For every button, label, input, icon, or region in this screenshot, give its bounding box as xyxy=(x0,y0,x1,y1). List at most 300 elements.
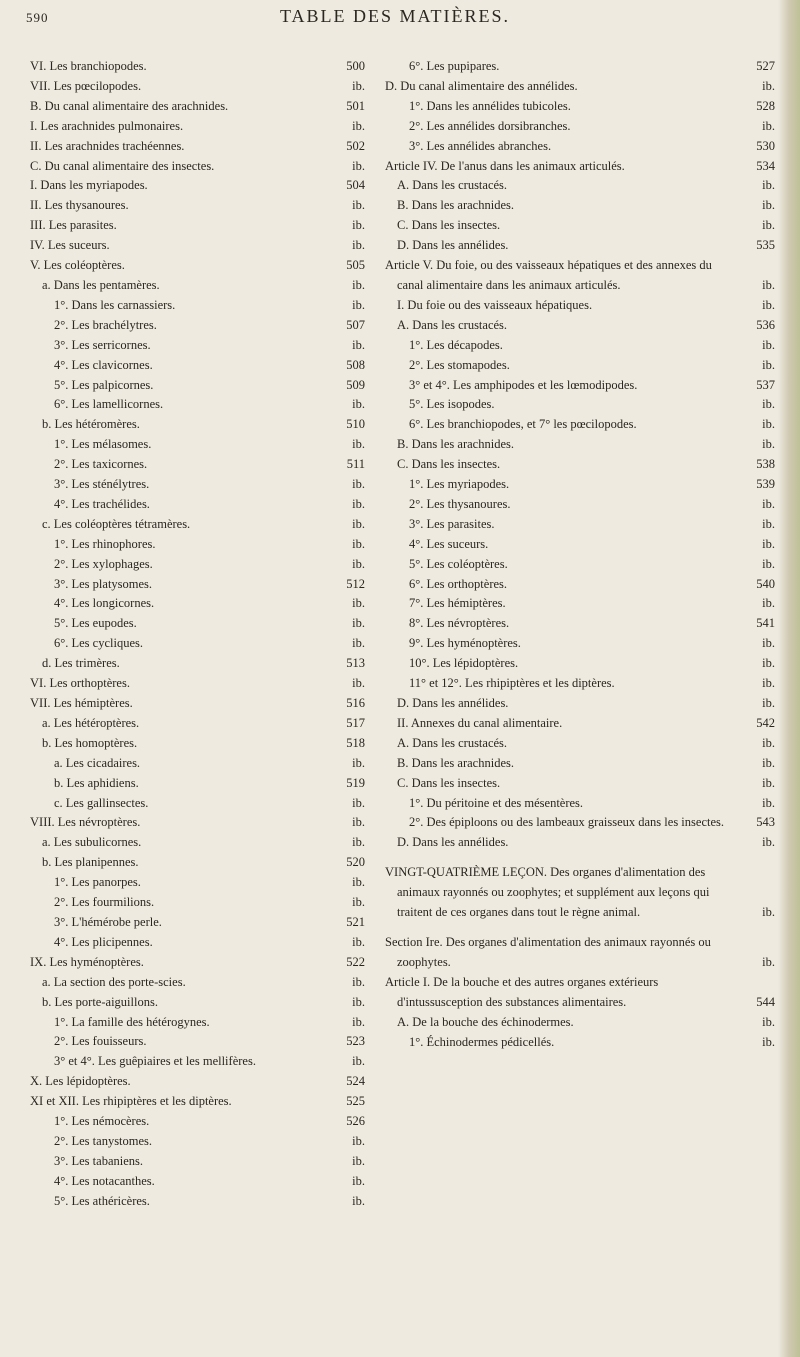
toc-entry xyxy=(30,913,365,933)
page-header xyxy=(0,6,790,34)
toc-entry-title: I. Dans les myriapodes. xyxy=(30,178,148,193)
toc-entry-page: 501 xyxy=(346,98,365,113)
toc-entry-page: 518 xyxy=(346,735,365,750)
toc-entry-page: 536 xyxy=(756,317,775,332)
toc-entry-page: 509 xyxy=(346,377,365,392)
toc-entry-title: V. Les coléoptères. xyxy=(30,258,125,273)
toc-entry xyxy=(30,176,365,196)
toc-entry-page: ib. xyxy=(352,516,365,531)
toc-entry-title: 2°. Les fourmilions. xyxy=(54,895,155,910)
toc-entry-title: 2°. Les taxicornes. xyxy=(54,457,148,472)
toc-entry-title: a. Les subulicornes. xyxy=(42,835,142,850)
toc-entry-title: Article IV. De l'anus dans les animaux articulés. xyxy=(385,158,625,173)
toc-entry xyxy=(30,1092,365,1112)
toc-entry-title: 4°. Les longicornes. xyxy=(54,596,155,611)
toc-entry-page: ib. xyxy=(762,277,775,292)
toc-entry-page: ib. xyxy=(762,536,775,551)
toc-entry-title: 1°. Les myriapodes. xyxy=(409,477,510,492)
toc-entry xyxy=(30,614,365,634)
toc-entry-page: ib. xyxy=(762,218,775,233)
toc-entry-page: 541 xyxy=(756,616,775,631)
toc-entry-title: 3°. Les platysomes. xyxy=(54,576,153,591)
toc-entry-page: ib. xyxy=(352,974,365,989)
toc-entry xyxy=(30,1072,365,1092)
toc-entry-page: ib. xyxy=(352,277,365,292)
toc-entry xyxy=(385,833,775,853)
toc-entry-page: ib. xyxy=(762,676,775,691)
toc-entry xyxy=(30,137,365,157)
toc-entry-page: ib. xyxy=(762,297,775,312)
toc-entry-page: ib. xyxy=(762,795,775,810)
toc-entry xyxy=(385,117,775,137)
toc-entry-page: 504 xyxy=(346,178,365,193)
toc-entry xyxy=(30,236,365,256)
section-gap xyxy=(385,853,775,863)
toc-entry-page: 524 xyxy=(346,1074,365,1089)
toc-entry-page: ib. xyxy=(762,198,775,213)
toc-entry-title: 8°. Les névroptères. xyxy=(409,616,510,631)
toc-entry-page: 511 xyxy=(346,457,365,472)
section-gap xyxy=(385,923,775,933)
toc-entry xyxy=(385,475,775,495)
toc-entry-title: 3°. L'hémérobe perle. xyxy=(54,914,162,929)
toc-entry xyxy=(30,356,365,376)
toc-entry xyxy=(385,674,775,694)
toc-entry-page: 522 xyxy=(346,954,365,969)
toc-entry xyxy=(30,794,365,814)
toc-entry-page: ib. xyxy=(352,934,365,949)
toc-entry xyxy=(30,774,365,794)
toc-entry-title: 1°. Les rhinophores. xyxy=(54,536,156,551)
toc-entry-title: II. Les arachnides trachéennes. xyxy=(30,138,185,153)
toc-entry-title: A. Dans les crustacés. xyxy=(397,317,508,332)
toc-entry-page: ib. xyxy=(762,1014,775,1029)
toc-entry-title: 1°. Du péritoine et des mésentères. xyxy=(409,795,584,810)
toc-entry xyxy=(30,714,365,734)
toc-entry-title: D. Dans les annélides. xyxy=(397,696,509,710)
toc-entry xyxy=(30,435,365,455)
toc-entry xyxy=(385,376,775,396)
toc-entry xyxy=(30,893,365,913)
toc-entry-title: a. Dans les pentamères. xyxy=(42,277,160,292)
toc-entry-page: ib. xyxy=(352,1054,365,1069)
toc-entry-page: ib. xyxy=(762,696,775,710)
toc-entry xyxy=(30,694,365,714)
toc-entry xyxy=(385,634,775,654)
toc-entry xyxy=(30,933,365,953)
toc-entry xyxy=(30,973,365,993)
toc-entry xyxy=(30,77,365,97)
toc-entry-page: ib. xyxy=(352,496,365,511)
toc-entry-page: ib. xyxy=(352,1014,365,1029)
toc-entry-title: B. Dans les arachnides. xyxy=(397,437,514,452)
toc-entry-title: b. Les planipennes. xyxy=(42,855,139,870)
toc-entry xyxy=(30,1132,365,1152)
toc-entry-title: VIII. Les névroptères. xyxy=(30,815,141,830)
toc-entry-title: C. Du canal alimentaire des insectes. xyxy=(30,158,215,173)
toc-entry xyxy=(30,634,365,654)
toc-entry-title: IV. Les suceurs. xyxy=(30,238,110,253)
toc-entry-title: 3° et 4°. Les amphipodes et les lœmodipodes. xyxy=(409,377,638,392)
toc-entry-page: ib. xyxy=(762,397,775,412)
toc-entry xyxy=(385,794,775,814)
toc-entry-page: ib. xyxy=(762,636,775,651)
toc-entry xyxy=(30,475,365,495)
toc-entry xyxy=(385,455,775,475)
toc-entry xyxy=(30,555,365,575)
toc-entry-page: 537 xyxy=(756,377,775,392)
toc-entry xyxy=(30,993,365,1013)
toc-entry-title: D. Dans les annélides. xyxy=(397,238,509,253)
toc-entry xyxy=(30,734,365,754)
toc-entry xyxy=(385,734,775,754)
toc-entry-title: 3°. Les tabaniens. xyxy=(54,1153,144,1168)
toc-entry-title: C. Dans les insectes. xyxy=(397,218,501,233)
toc-entry xyxy=(30,455,365,475)
toc-entry-title: 2°. Les xylophages. xyxy=(54,556,153,571)
toc-entry-page: 530 xyxy=(756,138,775,153)
toc-entry-title: 5°. Les palpicornes. xyxy=(54,377,154,392)
toc-entry-page: ib. xyxy=(762,775,775,790)
toc-entry-page: 528 xyxy=(756,98,775,113)
toc-entry xyxy=(30,833,365,853)
toc-entry xyxy=(30,376,365,396)
toc-entry-page: 502 xyxy=(346,138,365,153)
toc-entry xyxy=(385,614,775,634)
toc-entry-title: A. Dans les crustacés. xyxy=(397,735,508,750)
toc-entry-page: 500 xyxy=(346,59,365,73)
toc-entry-page: 527 xyxy=(756,59,775,73)
toc-entry-title: 5°. Les athéricères. xyxy=(54,1193,150,1208)
toc-entry xyxy=(30,853,365,873)
toc-entry xyxy=(385,754,775,774)
toc-entry-page: 543 xyxy=(756,815,775,830)
toc-entry-title: B. Du canal alimentaire des arachnides. xyxy=(30,98,229,113)
toc-entry-title: 7°. Les hémiptères. xyxy=(409,596,506,611)
toc-entry-title: 2°. Les fouisseurs. xyxy=(54,1034,147,1049)
toc-entry xyxy=(385,395,775,415)
toc-entry-page: ib. xyxy=(352,477,365,492)
toc-entry-page: ib. xyxy=(352,437,365,452)
toc-entry xyxy=(385,296,775,316)
toc-entry-title: II. Les thysanoures. xyxy=(30,198,129,213)
toc-entry-title: 5°. Les isopodes. xyxy=(409,397,495,412)
toc-entry xyxy=(385,216,775,236)
toc-entry-page: ib. xyxy=(352,238,365,253)
toc-entry-title: 1°. Les mélasomes. xyxy=(54,437,152,452)
toc-entry-title: 6°. Les pupipares. xyxy=(409,59,500,73)
toc-entry-page: ib. xyxy=(762,437,775,452)
toc-entry xyxy=(385,654,775,674)
toc-entry-page: 534 xyxy=(756,158,775,173)
toc-entry-page: ib. xyxy=(352,795,365,810)
toc-entry-title: 1°. Dans les carnassiers. xyxy=(54,297,176,312)
toc-entry xyxy=(30,535,365,555)
toc-entry-page: ib. xyxy=(762,905,775,920)
toc-entry xyxy=(30,515,365,535)
toc-entry-title: 2°. Les annélides dorsibranches. xyxy=(409,118,571,133)
toc-entry-page: 507 xyxy=(346,317,365,332)
toc-entry-title: 1°. Échinodermes pédicellés. xyxy=(409,1034,555,1049)
toc-entry-page: 526 xyxy=(346,1114,365,1129)
toc-entry-title: B. Dans les arachnides. xyxy=(397,755,514,770)
toc-entry-title: 1°. Dans les annélides tubicoles. xyxy=(409,98,571,113)
toc-entry xyxy=(385,435,775,455)
toc-entry-title: Article I. De la bouche et des autres organes extérieurs d'intussusception des substances alimentaires. xyxy=(385,974,659,1009)
toc-entry xyxy=(30,395,365,415)
toc-entry-page: ib. xyxy=(762,735,775,750)
toc-entry-page: 513 xyxy=(346,656,365,671)
toc-entry-page: ib. xyxy=(762,596,775,611)
toc-entry xyxy=(385,933,775,973)
toc-entry-page: ib. xyxy=(352,875,365,890)
toc-entry-page: ib. xyxy=(352,397,365,412)
toc-entry-title: a. Les cicadaires. xyxy=(54,755,141,770)
toc-entry-title: 11° et 12°. Les rhipiptères et les diptères. xyxy=(409,676,615,691)
toc-entry xyxy=(385,714,775,734)
toc-entry-title: 10°. Les lépidoptères. xyxy=(409,656,519,671)
toc-entry xyxy=(30,495,365,515)
toc-entry-page: 540 xyxy=(756,576,775,591)
toc-entry xyxy=(30,57,365,77)
toc-entry-title: VINGT-QUATRIÈME LEÇON. Des organes d'alimentation des animaux rayonnés ou zoophytes; et supplément aux leçons qui traitent de ces organes dans tout le règne animal. xyxy=(385,865,710,920)
toc-entry-page: ib. xyxy=(762,556,775,571)
toc-entry-title: VII. Les pœcilopodes. xyxy=(30,78,142,93)
toc-entry-title: 4°. Les suceurs. xyxy=(409,536,489,551)
toc-entry-page: 523 xyxy=(346,1034,365,1049)
toc-entry-page: ib. xyxy=(352,596,365,611)
toc-entry xyxy=(30,216,365,236)
toc-entry-page: 510 xyxy=(346,417,365,432)
toc-entry xyxy=(385,356,775,376)
toc-entry xyxy=(385,57,775,77)
toc-entry xyxy=(385,316,775,336)
toc-entry-page: ib. xyxy=(762,755,775,770)
toc-entry-title: d. Les trimères. xyxy=(42,656,120,671)
toc-entry-page: 525 xyxy=(346,1094,365,1109)
toc-entry-title: C. Dans les insectes. xyxy=(397,457,501,472)
toc-entry-title: 6°. Les orthoptères. xyxy=(409,576,508,591)
toc-entry xyxy=(30,813,365,833)
toc-entry xyxy=(385,336,775,356)
right-column xyxy=(385,57,775,1052)
toc-entry xyxy=(385,256,775,296)
toc-entry xyxy=(30,117,365,137)
page-binding-edge xyxy=(778,0,800,1357)
toc-entry-page: ib. xyxy=(352,556,365,571)
toc-entry-page: ib. xyxy=(352,1173,365,1188)
toc-entry xyxy=(385,515,775,535)
toc-entry-page: 508 xyxy=(346,357,365,372)
toc-entry-page: ib. xyxy=(352,895,365,910)
toc-entry-title: 2°. Les tanystomes. xyxy=(54,1133,153,1148)
toc-entry-title: a. Les hétéroptères. xyxy=(42,715,140,730)
toc-entry-title: A. De la bouche des échinodermes. xyxy=(397,1014,574,1029)
toc-entry-title: 6°. Les lamellicornes. xyxy=(54,397,164,412)
toc-entry-title: XI et XII. Les rhipiptères et les diptères. xyxy=(30,1094,232,1109)
toc-entry-page: 542 xyxy=(756,715,775,730)
toc-entry-page: ib. xyxy=(352,118,365,133)
toc-entry xyxy=(385,813,775,833)
toc-entry-title: VI. Les branchiopodes. xyxy=(30,59,147,73)
toc-entry-title: 6°. Les cycliques. xyxy=(54,636,144,651)
toc-entry xyxy=(30,316,365,336)
toc-entry-title: b. Les homoptères. xyxy=(42,735,138,750)
toc-entry xyxy=(30,575,365,595)
toc-entry xyxy=(385,594,775,614)
toc-entry xyxy=(30,336,365,356)
toc-entry xyxy=(30,1112,365,1132)
toc-entry-page: ib. xyxy=(352,994,365,1009)
toc-entry xyxy=(385,973,775,1013)
toc-entry xyxy=(30,754,365,774)
toc-entry xyxy=(30,674,365,694)
toc-entry xyxy=(385,97,775,117)
toc-entry-title: b. Les hétéromères. xyxy=(42,417,140,432)
toc-entry-page: ib. xyxy=(352,337,365,352)
toc-entry xyxy=(385,196,775,216)
toc-entry-title: a. La section des porte-scies. xyxy=(42,974,186,989)
toc-entry xyxy=(385,137,775,157)
toc-entry-title: 4°. Les trachélides. xyxy=(54,496,150,511)
toc-entry xyxy=(30,953,365,973)
toc-entry xyxy=(30,415,365,435)
toc-entry-title: VI. Les orthoptères. xyxy=(30,676,130,691)
toc-entry-page: ib. xyxy=(352,815,365,830)
toc-entry-page: ib. xyxy=(762,496,775,511)
toc-entry-page: ib. xyxy=(762,178,775,193)
toc-entry-title: III. Les parasites. xyxy=(30,218,117,233)
toc-entry-title: 5°. Les eupodes. xyxy=(54,616,137,631)
toc-entry-page: ib. xyxy=(352,636,365,651)
toc-entry-title: 6°. Les branchiopodes, et 7° les pœcilopodes. xyxy=(409,417,637,432)
toc-entry-title: 3° et 4°. Les guêpiaires et les mellifères. xyxy=(54,1054,256,1069)
toc-entry xyxy=(30,594,365,614)
toc-entry xyxy=(385,495,775,515)
toc-entry-page: ib. xyxy=(352,676,365,691)
toc-entry xyxy=(30,1052,365,1072)
toc-entry-page: ib. xyxy=(762,357,775,372)
toc-entry-title: II. Annexes du canal alimentaire. xyxy=(397,715,563,730)
toc-entry-title: 1°. Les décapodes. xyxy=(409,337,503,352)
toc-entry-page: ib. xyxy=(762,835,775,850)
toc-entry-title: B. Dans les arachnides. xyxy=(397,198,514,213)
toc-entry xyxy=(385,236,775,256)
toc-entry-title: 2°. Les stomapodes. xyxy=(409,357,510,372)
toc-entry-title: 3°. Les annélides abranches. xyxy=(409,138,552,153)
toc-entry xyxy=(385,694,775,714)
toc-entry xyxy=(385,555,775,575)
toc-entry-title: 1°. Les panorpes. xyxy=(54,875,141,890)
toc-entry-title: IX. Les hyménoptères. xyxy=(30,954,144,969)
toc-entry xyxy=(30,196,365,216)
toc-entry-page: ib. xyxy=(352,218,365,233)
running-title: TABLE DES MATIÈRES. xyxy=(279,6,511,26)
toc-entry xyxy=(30,1152,365,1172)
toc-entry-page: 535 xyxy=(756,238,775,253)
toc-entry xyxy=(30,157,365,177)
toc-entry-page: 517 xyxy=(346,715,365,730)
toc-entry-page: ib. xyxy=(352,1153,365,1168)
toc-entry-title: 3°. Les sténélytres. xyxy=(54,477,150,492)
toc-entry-page: 519 xyxy=(346,775,365,790)
toc-entry xyxy=(30,296,365,316)
toc-entry-title: 2°. Des épiploons ou des lambeaux graisseux dans les insectes. xyxy=(409,815,725,830)
toc-entry-title: 4°. Les clavicornes. xyxy=(54,357,153,372)
toc-entry-page: ib. xyxy=(762,78,775,93)
toc-entry-page: ib. xyxy=(352,78,365,93)
toc-entry-page: ib. xyxy=(352,1133,365,1148)
toc-entry xyxy=(30,256,365,276)
toc-entry xyxy=(30,97,365,117)
toc-entry xyxy=(385,863,775,923)
toc-entry-page: 516 xyxy=(346,696,365,710)
toc-entry xyxy=(30,654,365,674)
toc-entry-page: ib. xyxy=(352,835,365,850)
toc-entry xyxy=(385,176,775,196)
toc-entry-title: 9°. Les hyménoptères. xyxy=(409,636,521,651)
toc-entry-page: ib. xyxy=(762,337,775,352)
toc-entry-title: I. Du foie ou des vaisseaux hépatiques. xyxy=(397,297,593,312)
toc-entry-page: ib. xyxy=(352,198,365,213)
toc-entry-page: 544 xyxy=(756,994,775,1009)
toc-entry-page: 539 xyxy=(756,477,775,492)
toc-entry-page: ib. xyxy=(762,516,775,531)
toc-entry-title: 3°. Les parasites. xyxy=(409,516,495,531)
toc-entry-title: 3°. Les serricornes. xyxy=(54,337,151,352)
toc-entry-page: ib. xyxy=(352,536,365,551)
toc-entry xyxy=(385,77,775,97)
toc-entry-title: b. Les aphidiens. xyxy=(54,775,139,790)
toc-entry-title: 4°. Les plicipennes. xyxy=(54,934,153,949)
toc-entry-title: D. Du canal alimentaire des annélides. xyxy=(385,78,578,93)
toc-entry-page: ib. xyxy=(762,656,775,671)
toc-entry-title: 1°. La famille des hétérogynes. xyxy=(54,1014,210,1029)
toc-entry xyxy=(385,1033,775,1053)
toc-entry-page: 520 xyxy=(346,855,365,870)
toc-entry xyxy=(30,1032,365,1052)
toc-entry xyxy=(30,1192,365,1212)
toc-entry-page: ib. xyxy=(762,1034,775,1049)
toc-entry-title: A. Dans les crustacés. xyxy=(397,178,508,193)
toc-entry-page: 521 xyxy=(346,914,365,929)
toc-entry-page: ib. xyxy=(352,158,365,173)
toc-entry-title: D. Dans les annélides. xyxy=(397,835,509,850)
toc-entry-page: 505 xyxy=(346,258,365,273)
toc-entry-title: 5°. Les coléoptères. xyxy=(409,556,508,571)
toc-entry-page: ib. xyxy=(762,118,775,133)
toc-entry-title: c. Les coléoptères tétramères. xyxy=(42,516,191,531)
toc-entry-title: VII. Les hémiptères. xyxy=(30,696,133,710)
toc-entry-title: c. Les gallinsectes. xyxy=(54,795,149,810)
toc-entry xyxy=(385,157,775,177)
toc-entry-title: Section Ire. Des organes d'alimentation des animaux rayonnés ou zoophytes. xyxy=(385,934,711,969)
toc-entry xyxy=(385,415,775,435)
toc-entry xyxy=(385,575,775,595)
toc-entry-page: 512 xyxy=(346,576,365,591)
toc-entry-page: ib. xyxy=(352,1193,365,1208)
toc-entry-title: 1°. Les némocères. xyxy=(54,1114,150,1129)
toc-entry xyxy=(30,276,365,296)
toc-entry-page: ib. xyxy=(352,616,365,631)
toc-entry-page: ib. xyxy=(352,755,365,770)
toc-entry-title: Article V. Du foie, ou des vaisseaux hépatiques et des annexes du canal alimentaire dans les animaux articulés. xyxy=(385,258,712,292)
toc-entry-title: 2°. Les brachélytres. xyxy=(54,317,157,332)
toc-entry-title: b. Les porte-aiguillons. xyxy=(42,994,158,1009)
toc-entry-title: 4°. Les notacanthes. xyxy=(54,1173,155,1188)
page-number: 590 xyxy=(26,10,49,25)
toc-entry xyxy=(30,1013,365,1033)
